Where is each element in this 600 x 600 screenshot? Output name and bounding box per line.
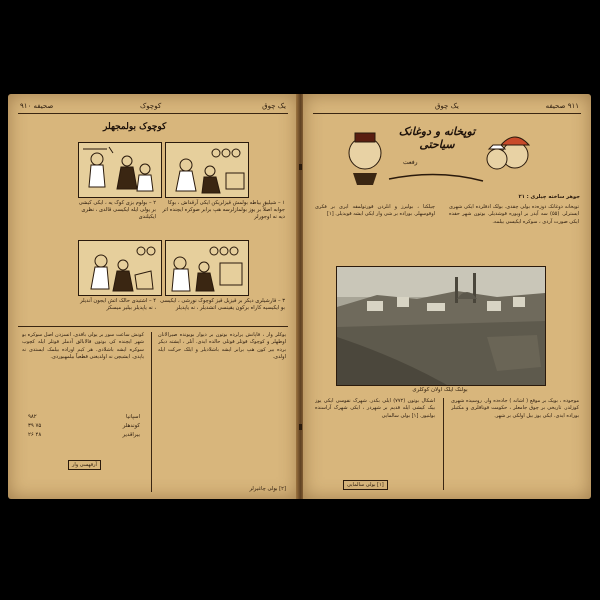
numbers-table xyxy=(28,414,140,441)
right-footnote: [۱] بولی سالمایی xyxy=(343,480,388,490)
lower-column-left: اشکال بوتون (۷۷۲) ایلی بکدر. شهرک نفوسی ایکی یوز بیک کیشی ایله قدیم بر شهردر ، ایکی شهرک آراسنده بولنیور. [۱] بولی سالمایی xyxy=(315,398,435,419)
right-header-center: یک چوق xyxy=(435,102,459,110)
left-page xyxy=(8,94,298,499)
binding-staple-bottom xyxy=(299,424,302,430)
left-column-divider xyxy=(151,332,152,492)
left-header-right: یک چوق xyxy=(262,102,286,110)
comic-panel-4 xyxy=(165,240,249,296)
lower-column-right: موجوده ، بویک بر موقع ( اشانه ) جاده‌ده وار. روسیده شهری کوزلدر. تاریخی بر چوق جامعلر ، حکومت قوناقلری و مکتبلر بوراده ایدی. ایکی یوز بیل اولکی بر شهر. xyxy=(451,398,579,419)
left-footnote: [۲] بولی چاغیرلر xyxy=(249,486,286,492)
left-body-column-right: یوکلر وار ، قاپانش یرلرده بوتون بر دیوار بویونده صیرالانان اوطهلر و کوچوک قوتلر قوتلی حالده ایدی. آنلر ، ایشته دیکر برده بیر کون هپ برابر ایشه باشلادیلر و ایلک حرکت ایله اولدی. xyxy=(158,332,286,361)
banner-subtitle: رفعت xyxy=(403,159,418,166)
number-value-1: ۹۸۲ xyxy=(28,414,37,420)
number-value-2: ۳۹ ۷۵ xyxy=(28,423,42,429)
numbers-row-1 xyxy=(28,414,140,420)
right-column-divider xyxy=(443,398,444,490)
comic-panel-2 xyxy=(165,142,249,198)
number-value-3: ۲۶ ۴۸ xyxy=(28,432,42,438)
city-photograph xyxy=(336,266,546,386)
comic-panel-3 xyxy=(78,240,162,296)
right-header-rule xyxy=(313,113,581,114)
photo-caption: بولنک ایلک اولان کوکلری xyxy=(412,387,468,393)
comic-caption-4: ۴ – اشتیدی حالک اتش ایجون آندیلر ، نه یاپدیلر بیلیر میسکز xyxy=(80,298,156,311)
comic-panel-1 xyxy=(78,142,162,198)
intro-column-left: چیلکنا ، بولیرز و آنلردن قورتولمقه آیری بر فکری اوقوسهلر. بوراده بر شی وار ایکی ایشه قویدیلر. [۱] xyxy=(315,204,435,218)
comic-caption-3: ۳ – قارشیلری دیکر بر قیزیل قیز کوچوک نورشی ، ایکیسی بو ایکیسیه کاراه برکون یقینسی اتشدیلر ، نه یاپدیلر xyxy=(160,298,285,311)
magazine-spread xyxy=(8,94,591,499)
comic-section-title: کوچوک بولمجهلر xyxy=(103,122,167,132)
episode-label: جوهر ساخته چیلری : ۲۱ xyxy=(518,194,580,200)
number-label-3: بیراقدیر xyxy=(122,432,140,438)
numbers-row-3 xyxy=(28,432,140,438)
intro-column-right: توپخانه دوغانک دوزه‌ده بولی چقدی. بولک آدقلرده ایکی شهری ایسترلر. (۵۵) سه آیدر بر اویوره قوشدیلر. بوتون شهر حقده ایکی صورت آردی ، سوکره ایکیسی بیلمه. xyxy=(449,204,579,225)
binding-staple-top xyxy=(299,164,302,170)
comic-caption-2: ۲ – بولوم بزی کوک یه ، ایکی کیشی بر یولی ایله ایکیسی قالدی ، نظری ایکیلندی xyxy=(78,200,156,220)
right-page xyxy=(303,94,591,499)
right-page-number: ۹۱۱ صحیفه xyxy=(545,102,579,110)
banner-title: توپخانه و دوغانک سیاحتی xyxy=(398,125,476,151)
number-label-1: اسپانیا xyxy=(125,414,140,420)
comic-caption-1: ۱ – شیلیق بیاطه بولمش قیزلریکن ایکی آرقداش ، بوکا جوابه اصلاً بر یوز بولمازلرسه هپ برابر صوکره ایچنده اتر دیه نه اوجورلر xyxy=(162,200,285,220)
left-page-number: صحیفه ۹۱۰ xyxy=(20,102,54,110)
left-header-center: کوچوک xyxy=(140,102,162,110)
banner xyxy=(343,119,538,189)
left-header-rule xyxy=(18,113,288,114)
left-section-rule xyxy=(18,326,288,327)
left-bottom-note: آرقهسی وار xyxy=(68,460,101,470)
number-label-2: کوندهلر xyxy=(122,423,140,429)
left-body-column-left: کونش ساعت سور بر یولی باقدی. آنسزدن اصل سوکره بو شهر ایچنده کی بوتون قالابالق آدملر قوتلر ایله کچوب سوکره ایشه باشلادی. هر کیم اوراده بیلمک ایستدی نه یاپدی. ایشیچن نه اولدیغنی قطعیاً بیلمهیوردی. xyxy=(22,332,144,361)
numbers-row-2 xyxy=(28,423,140,429)
